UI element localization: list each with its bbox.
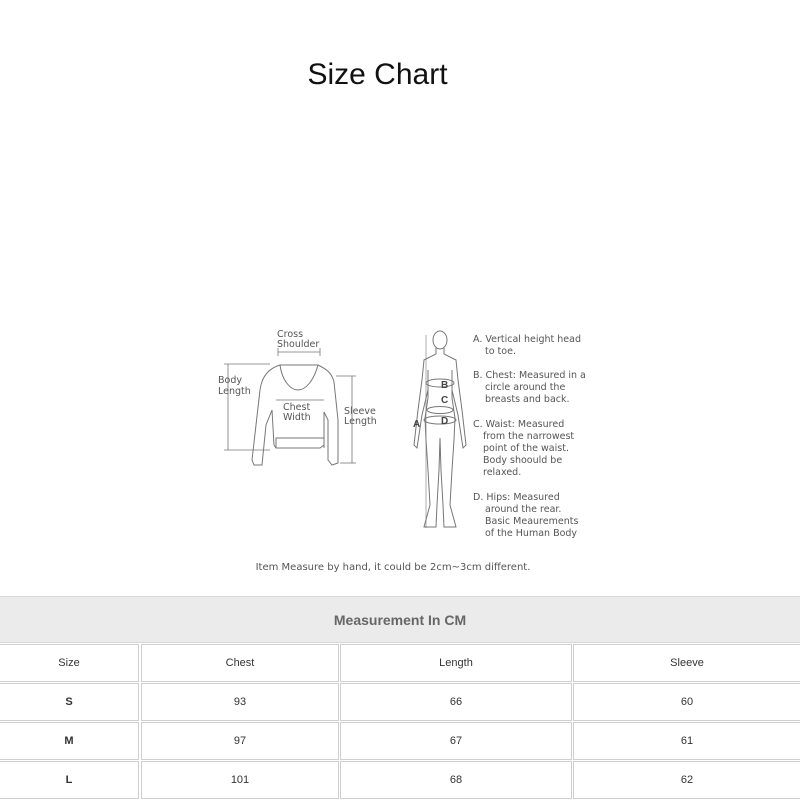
marker-c: C (441, 395, 449, 406)
column-header-sleeve: Sleeve (573, 644, 800, 682)
sleeve-length-label: Sleeve (344, 406, 376, 417)
cross-shoulder-label: Cross (277, 329, 304, 340)
cross-shoulder-label-2: Shoulder (277, 339, 320, 350)
body-length-label-2: Length (218, 386, 251, 397)
marker-d: D (441, 416, 449, 427)
desc-d-line-1: D. Hips: Measured (473, 492, 560, 503)
table-cell-size: L (0, 761, 139, 799)
desc-d-line-2: around the rear. (485, 504, 562, 515)
desc-b-line-3: breasts and back. (485, 394, 570, 405)
table-title: Measurement In CM (0, 596, 800, 643)
column-header-length: Length (340, 644, 572, 682)
table-cell-chest: 93 (141, 683, 339, 721)
chest-width-label-2: Width (283, 412, 311, 423)
measurement-diagram (200, 320, 600, 555)
marker-a: A (413, 419, 421, 430)
table-cell-length: 68 (340, 761, 572, 799)
column-header-chest: Chest (141, 644, 339, 682)
desc-a-line-2: to toe. (485, 346, 516, 357)
desc-b-line-2: circle around the (485, 382, 566, 393)
sleeve-length-label-2: Length (344, 416, 377, 427)
table-cell-chest: 97 (141, 722, 339, 760)
table-cell-chest: 101 (141, 761, 339, 799)
marker-b: B (441, 380, 449, 391)
table-cell-length: 67 (340, 722, 572, 760)
measurement-note: Item Measure by hand, it could be 2cm~3cm different. (255, 562, 531, 573)
desc-c-line-3: point of the waist. (483, 443, 569, 454)
desc-c-line-2: from the narrowest (483, 431, 575, 442)
desc-c-line-5: relaxed. (483, 467, 522, 478)
table-cell-size: S (0, 683, 139, 721)
desc-b-line-1: B. Chest: Measured in a (473, 370, 586, 381)
table-cell-sleeve: 60 (573, 683, 800, 721)
table-cell-sleeve: 61 (573, 722, 800, 760)
column-header-size: Size (0, 644, 139, 682)
body-length-label: Body (218, 375, 242, 386)
table-cell-length: 66 (340, 683, 572, 721)
desc-a-line-1: A. Vertical height head (473, 334, 581, 345)
desc-c-line-4: Body shoould be (483, 455, 563, 466)
desc-d-line-3: Basic Meaurements (485, 516, 579, 527)
page-title: Size Chart (307, 58, 448, 91)
desc-c-line-1: C. Waist: Measured (473, 419, 565, 430)
body-illustration (414, 331, 466, 528)
chest-width-label: Chest (283, 402, 311, 413)
desc-d-line-4: of the Human Body (485, 528, 578, 539)
table-cell-size: M (0, 722, 139, 760)
table-cell-sleeve: 62 (573, 761, 800, 799)
